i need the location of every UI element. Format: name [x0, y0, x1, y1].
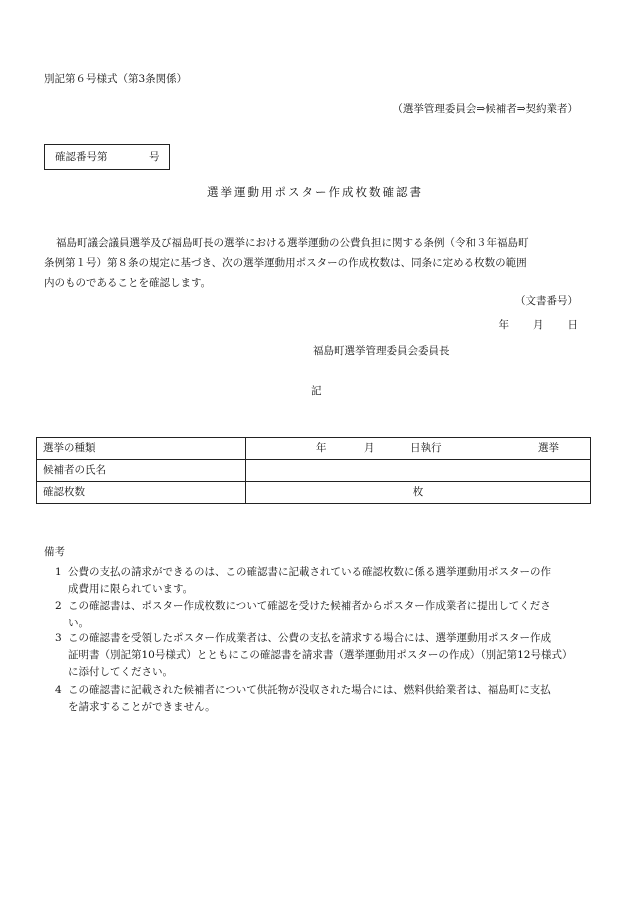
- date-month: 月: [533, 319, 544, 331]
- note-line: 公費の支払の請求ができるのは、この確認書に記載されている確認枚数に係る選挙運動用ポスターの作: [68, 566, 551, 578]
- note-item: [55, 564, 595, 598]
- note-line: に添付してください。: [68, 666, 173, 678]
- note-item: [55, 682, 595, 716]
- election-type-label: 選挙の種類: [37, 438, 246, 460]
- note-item: [55, 598, 595, 632]
- candidate-name-label: 候補者の氏名: [37, 460, 246, 482]
- note-number: 2: [55, 600, 62, 612]
- document-number: （文書番号）: [515, 295, 578, 307]
- confirmed-count-label: 確認枚数: [37, 482, 246, 504]
- table-row: [37, 460, 591, 482]
- date-year: 年: [498, 319, 509, 331]
- confirmation-number-box: [44, 144, 170, 170]
- election-suffix: 選挙: [538, 441, 559, 454]
- confirmation-number-label: 確認番号第: [55, 151, 108, 163]
- note-item: [55, 630, 595, 681]
- form-id: 別記第６号様式（第3条関係）: [44, 73, 188, 85]
- info-table: [36, 437, 591, 504]
- confirmed-count-value[interactable]: [246, 482, 591, 504]
- confirmation-number-suffix: 号: [149, 151, 160, 163]
- document-route: （選挙管理委員会⇒候補者⇒契約業者）: [392, 103, 578, 115]
- note-number: 1: [55, 566, 62, 578]
- note-number: 3: [55, 632, 62, 644]
- note-line: を請求することができません。: [68, 701, 216, 713]
- table-row: [37, 482, 591, 504]
- election-year: 年: [316, 441, 327, 454]
- note-line: い。: [68, 617, 89, 629]
- body-line: 条例第１号）第８条の規定に基づき、次の選挙運動用ポスターの作成枚数は、同条に定める枚数の範囲: [44, 257, 527, 269]
- note-line: 成費用に限られています。: [68, 583, 194, 595]
- note-line: 証明書（別記第10号様式）とともにこの確認書を請求書（選挙運動用ポスターの作成）（別記第12号様式）: [68, 649, 573, 661]
- body-paragraph: [44, 233, 590, 293]
- note-line: この確認書に記載された候補者について供託物が没収された場合には、燃料供給業者は、福島町に支払: [68, 684, 551, 696]
- body-line: 内のものであることを確認します。: [44, 277, 212, 289]
- note-line: この確認書を受領したポスター作成業者は、公費の支払を請求する場合には、選挙運動用ポスター作成: [68, 632, 551, 644]
- note-line: この確認書は、ポスター作成枚数について確認を受けた候補者からポスター作成業者に提出してくださ: [68, 600, 551, 612]
- date-day: 日: [567, 319, 578, 331]
- note-number: 4: [55, 684, 62, 696]
- ki-mark: 記: [311, 385, 322, 397]
- table-row: [37, 438, 591, 460]
- issuer: 福島町選挙管理委員会委員長: [313, 345, 450, 357]
- notes-heading: 備考: [44, 546, 65, 558]
- election-day-exec: 日執行: [410, 441, 442, 454]
- election-month: 月: [364, 441, 375, 454]
- date-line: [499, 319, 579, 332]
- count-unit: 枚: [412, 486, 424, 499]
- body-line: 福島町議会議員選挙及び福島町長の選挙における選挙運動の公費負担に関する条例（令和３年福島町: [56, 237, 529, 249]
- document-title: 選挙運動用ポスター作成枚数確認書: [207, 185, 423, 199]
- candidate-name-value[interactable]: [246, 460, 591, 482]
- election-type-value[interactable]: [246, 438, 591, 460]
